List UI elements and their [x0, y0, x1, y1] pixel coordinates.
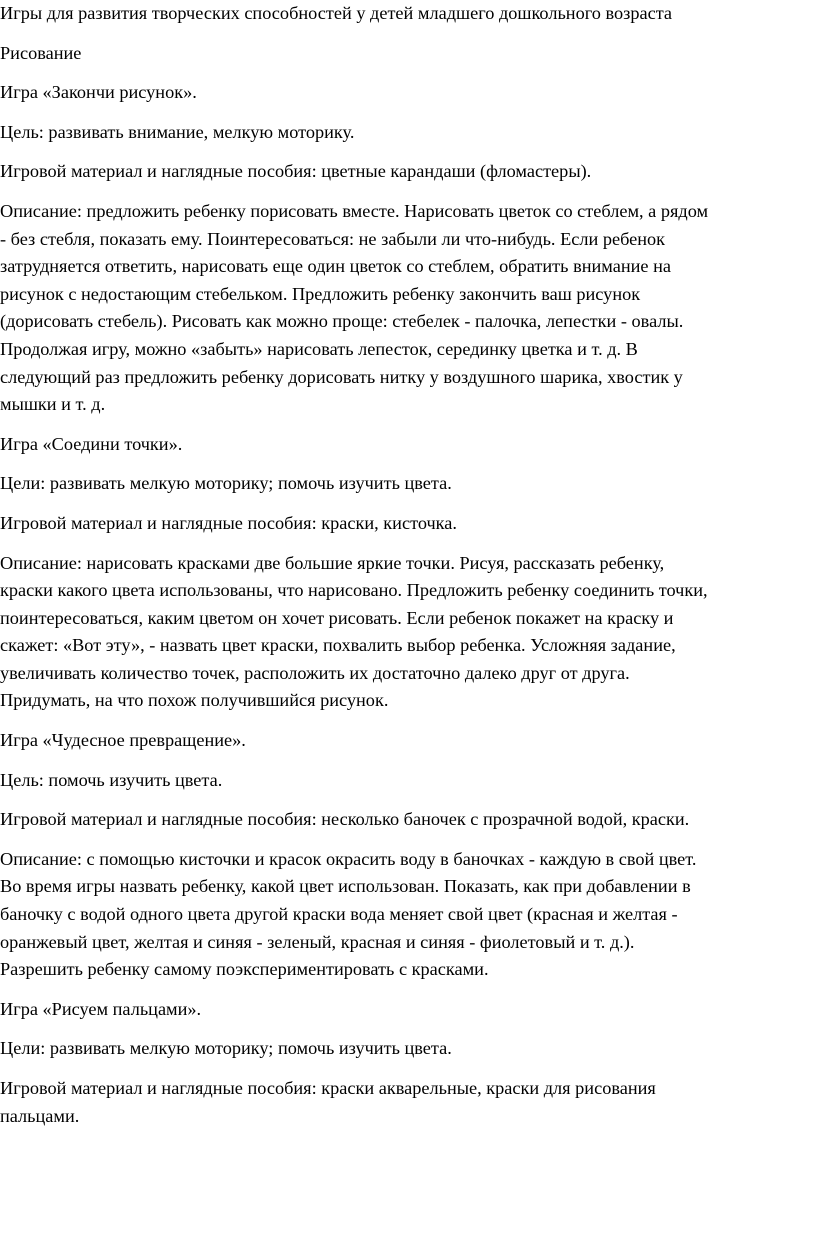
game-material: Игровой материал и наглядные пособия: несколько баночек с прозрачной водой, краски. [0, 809, 690, 830]
description-line: Придумать, на что похож получившийся рисунок. [0, 690, 389, 711]
material-line: Игровой материал и наглядные пособия: краски акварельные, краски для рисования [0, 1078, 656, 1098]
description-line: - без стебля, показать ему. Поинтересоваться: не забыли ли что-нибудь. Если ребенок [0, 228, 666, 249]
description-line: Продолжая игру, можно «забыть» нарисовать лепесток, серединку цветка и т. д. В [0, 338, 638, 359]
description-line: Разрешить ребенку самому поэкспериментировать с красками. [0, 959, 489, 980]
description-line: баночку с водой одного цвета другой краски вода меняет свой цвет (красная и желтая - [0, 904, 678, 925]
description-line: затрудняется ответить, нарисовать еще один цветок со стеблем, обратить внимание на [0, 256, 671, 277]
game-title: Игра «Соедини точки». [0, 433, 183, 454]
description-line: Описание: нарисовать красками две большие яркие точки. Рисуя, рассказать ребенку, [0, 552, 665, 573]
game-material [0, 1075, 814, 1130]
game-material: Игровой материал и наглядные пособия: краски, кисточка. [0, 512, 457, 533]
game-title: Игра «Чудесное превращение». [0, 730, 246, 751]
game-goal: Цель: помочь изучить цвета. [0, 769, 223, 790]
description-line: оранжевый цвет, желтая и синяя - зеленый, красная и синяя - фиолетовый и т. д.). [0, 931, 635, 952]
section-heading: Рисование [0, 42, 82, 63]
description-line: скажет: «Вот эту», - назвать цвет краски, похвалить выбор ребенка. Усложняя задание, [0, 635, 676, 656]
description-line: Во время игры назвать ребенку, какой цвет использован. Показать, как при добавлении в [0, 876, 691, 897]
description-line: краски какого цвета использованы, что нарисовано. Предложить ребенку соединить точки, [0, 580, 708, 601]
game-description [0, 550, 814, 716]
document-title: Игры для развития творческих способностей у детей младшего дошкольного возраста [0, 3, 673, 23]
game-description [0, 198, 814, 419]
game-title: Игра «Закончи рисунок». [0, 82, 197, 103]
description-line: (дорисовать стебель). Рисовать как можно проще: стебелек - палочка, лепестки - овалы. [0, 311, 684, 332]
game-material: Игровой материал и наглядные пособия: цветные карандаши (фломастеры). [0, 161, 592, 182]
description-line: мышки и т. д. [0, 394, 106, 415]
material-line: пальцами. [0, 1105, 80, 1126]
game-description [0, 846, 814, 984]
game-goal: Цели: развивать мелкую моторику; помочь изучить цвета. [0, 1038, 452, 1059]
description-line: поинтересоваться, каким цветом он хочет рисовать. Если ребенок покажет на краску и [0, 607, 674, 628]
description-line: Описание: с помощью кисточки и красок окрасить воду в баночках - каждую в свой цвет. [0, 848, 697, 869]
game-goal: Цель: развивать внимание, мелкую моторику. [0, 121, 355, 142]
description-line: увеличивать количество точек, расположить их достаточно далеко друг от друга. [0, 662, 630, 683]
description-line: следующий раз предложить ребенку дорисовать нитку у воздушного шарика, хвостик у [0, 366, 683, 387]
description-line: рисунок с недостающим стебельком. Предложить ребенку закончить ваш рисунок [0, 283, 641, 304]
game-title: Игра «Рисуем пальцами». [0, 998, 202, 1019]
description-line: Описание: предложить ребенку порисовать вместе. Нарисовать цветок со стеблем, а рядом [0, 200, 709, 221]
game-goal: Цели: развивать мелкую моторику; помочь изучить цвета. [0, 473, 452, 494]
